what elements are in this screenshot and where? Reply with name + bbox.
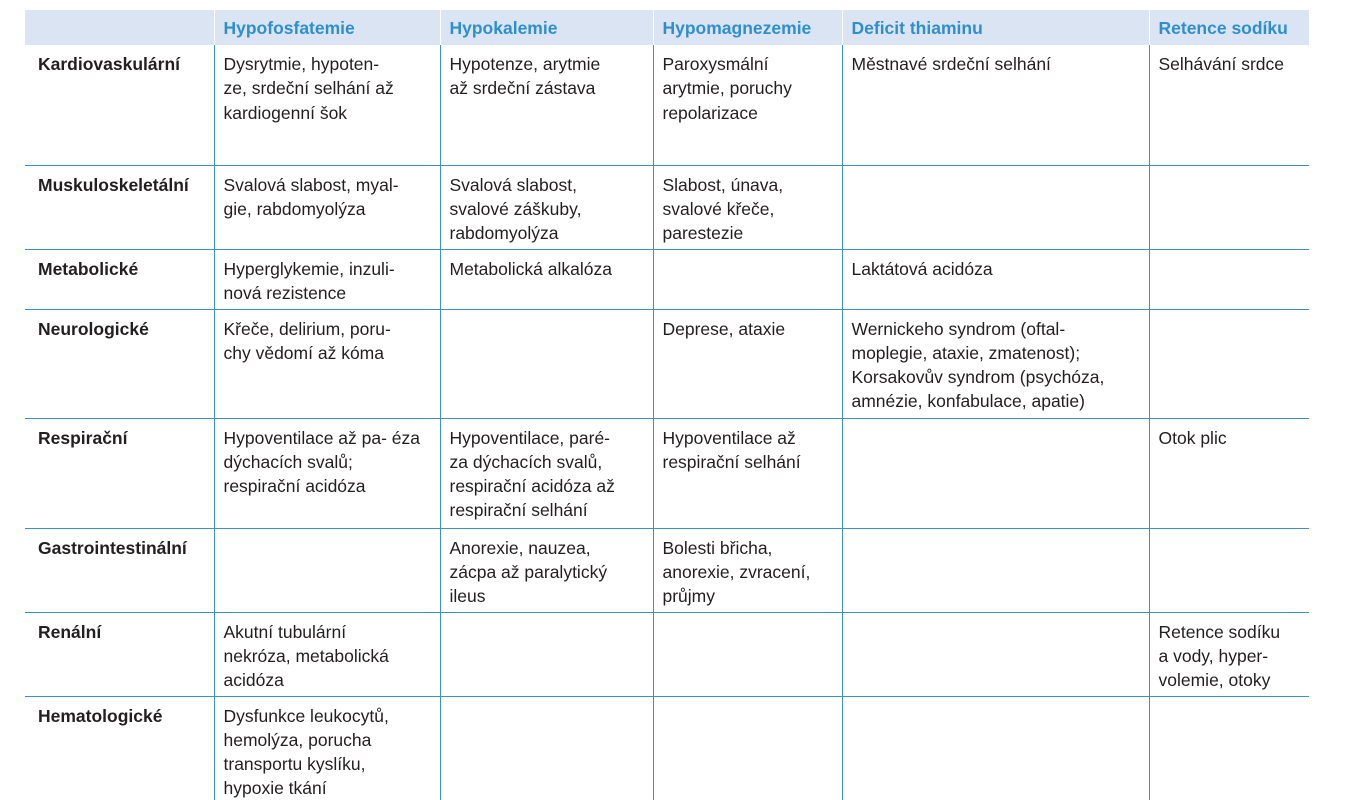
cell-text: Dysrytmie, hypoten- ze, srdeční selhání až kardiogenní šok [223,54,394,123]
table-cell [653,612,842,696]
cell-text: Akutní tubulární nekróza, metabolická acidóza [223,621,389,691]
table-cell [653,165,842,249]
cell-text: Hypoventilace až respirační selhání [662,427,801,472]
table-cell [1149,696,1309,800]
table-cell [214,309,440,418]
cell-text: Anorexie, nauzea, zácpa až paralytický ileus [449,537,608,607]
table-cell [214,249,440,309]
table-cell [842,418,1149,528]
row-label-text: Renální [38,621,102,642]
table-row-metabolicke [25,249,1309,309]
column-header-retence-sodiku: Retence sodíku [1149,10,1309,45]
cell-text: Hypoventilace až pa- éza dýchacích svalů; respirační acidóza [223,427,420,497]
row-label-kardiovaskularni [25,45,214,165]
table-cell [842,612,1149,696]
row-label-text: Kardiovaskulární [38,54,180,74]
table-cell [842,309,1149,418]
table-cell [214,612,440,696]
row-label-metabolicke [25,249,214,309]
table-row-muskuloskeletalni [25,165,1309,249]
clinical-manifestations-table-container [25,10,1309,800]
cell-text: Svalová slabost, svalové záškuby, rabdomyolýza [449,174,582,244]
table-cell [653,418,842,528]
table-cell [440,249,653,309]
table-cell [1149,418,1309,528]
table-cell [1149,309,1309,418]
cell-text: Laktátová acidóza [851,258,993,279]
table-cell [653,696,842,800]
row-label-text: Neurologické [38,318,149,339]
row-label-muskuloskeletalni [25,165,214,249]
row-label-neurologicke [25,309,214,418]
table-header-row [25,10,1309,45]
table-cell [653,249,842,309]
table-row-renalni [25,612,1309,696]
cell-text: Metabolická alkalóza [449,258,612,279]
table-cell [440,165,653,249]
table-cell [842,45,1149,165]
clinical-manifestations-table [25,10,1309,800]
column-header-hypokalemie: Hypokalemie [440,10,653,45]
table-cell [1149,528,1309,612]
table-cell [440,696,653,800]
table-cell [440,309,653,418]
cell-text: Křeče, delirium, poru- chy vědomí až kóma [223,318,391,363]
table-cell [440,418,653,528]
table-cell [214,696,440,800]
cell-text: Retence sodíku a vody, hyper- volemie, otoky [1158,621,1281,691]
cell-text: Deprese, ataxie [662,318,786,339]
row-label-text: Hematologické [38,705,163,726]
table-cell [214,418,440,528]
table-cell [440,612,653,696]
cell-text: Hypoventilace, paré- za dýchacích svalů, respirační acidóza až respirační selhání [449,427,615,521]
table-cell [214,165,440,249]
table-cell [842,696,1149,800]
table-cell [214,45,440,165]
cell-text: Otok plic [1158,427,1227,448]
table-cell [653,45,842,165]
row-label-respiracni [25,418,214,528]
header-corner-cell [25,10,214,45]
table-cell [1149,165,1309,249]
cell-text: Wernickeho syndrom (oftal- moplegie, ataxie, zmatenost); Korsakovův syndrom (psychóza, amnézie, konfabulace, apatie) [851,318,1105,412]
table-row-gastrointestinalni [25,528,1309,612]
cell-text: Městnavé srdeční selhání [851,54,1051,74]
cell-text: Bolesti břicha, anorexie, zvracení, průjmy [662,537,811,607]
table-cell [842,528,1149,612]
table-cell [440,45,653,165]
row-label-text: Gastrointestinální [38,537,187,558]
cell-text: Dysfunkce leukocytů, hemolýza, porucha transportu kyslíku, hypoxie tkání [223,705,389,799]
table-cell [1149,249,1309,309]
table-cell [440,528,653,612]
cell-text: Slabost, únava, svalové křeče, parestezie [662,174,784,244]
table-row-neurologicke [25,309,1309,418]
table-cell [653,528,842,612]
cell-text: Hypotenze, arytmie až srdeční zástava [449,54,601,99]
table-row-hematologicke [25,696,1309,800]
row-label-gastrointestinalni [25,528,214,612]
table-cell [214,528,440,612]
cell-text: Hyperglykemie, inzuli- nová rezistence [223,258,395,303]
row-label-renalni [25,612,214,696]
table-row-kardiovaskularni [25,45,1309,165]
cell-text: Selhávání srdce [1158,54,1284,74]
table-cell [653,309,842,418]
column-header-hypofosfatemie: Hypofosfatemie [214,10,440,45]
column-header-hypomagnezemie: Hypomagnezemie [653,10,842,45]
table-cell [842,165,1149,249]
table-cell [842,249,1149,309]
table-row-respiracni [25,418,1309,528]
row-label-text: Metabolické [38,258,139,279]
column-header-deficit-thiaminu: Deficit thiaminu [842,10,1149,45]
cell-text: Paroxysmální arytmie, poruchy repolarizace [662,54,792,123]
row-label-text: Muskuloskeletální [38,174,189,195]
row-label-text: Respirační [38,427,128,448]
row-label-hematologicke [25,696,214,800]
cell-text: Svalová slabost, myal- gie, rabdomyolýza [223,174,399,219]
table-cell [1149,45,1309,165]
table-cell [1149,612,1309,696]
